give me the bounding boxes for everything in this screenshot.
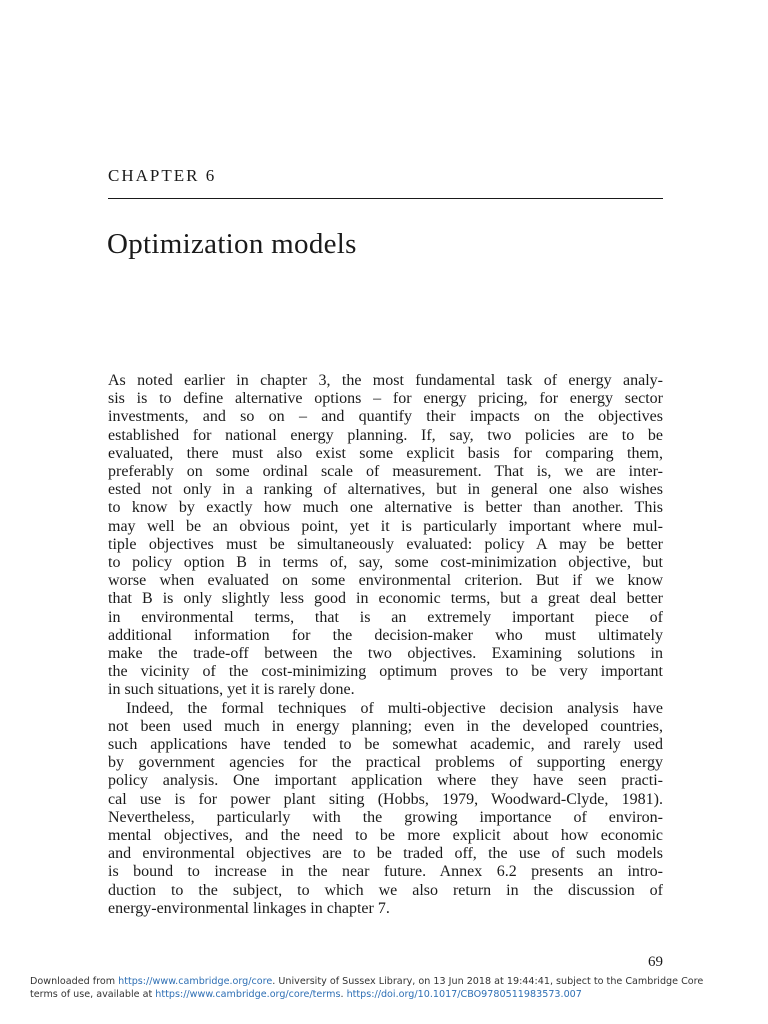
body-line: policy analysis. One important application where they have seen practi- (108, 772, 663, 790)
body-line: cal use is for power plant siting (Hobbs, 1979, Woodward-Clyde, 1981). (108, 790, 663, 808)
footer-link-terms[interactable]: https://www.cambridge.org/core/terms (155, 989, 341, 1000)
body-line: to know by exactly how much one alternative is better than another. This (108, 499, 663, 517)
footer-link-doi[interactable]: https://doi.org/10.1017/CBO9780511983573.007 (346, 989, 582, 1000)
body-line: ested not only in a ranking of alternatives, but in general one also wishes (108, 481, 663, 499)
body-line: mental objectives, and the need to be more explicit about how economic (108, 827, 663, 845)
body-line: in environmental terms, that is an extremely important piece of (108, 608, 663, 626)
body-line: evaluated, there must also exist some explicit basis for comparing them, (108, 444, 663, 462)
page-number: 69 (648, 954, 663, 970)
body-line: is bound to increase in the near future. Annex 6.2 presents an intro- (108, 863, 663, 881)
footer-line-1 (30, 975, 750, 988)
footer-line-2 (30, 988, 750, 1001)
footer-text: . University of Sussex Library, on 13 Jun 2018 at 19:44:41, subject to the Cambridge Core (272, 976, 704, 987)
body-line: by government agencies for the practical problems of supporting energy (108, 754, 663, 772)
body-line: in such situations, yet it is rarely done. (108, 681, 355, 699)
body-line: sis is to define alternative options – for energy pricing, for energy sector (108, 390, 663, 408)
body-line: duction to the subject, to which we also return in the discussion of (108, 881, 663, 899)
body-line: tiple objectives must be simultaneously evaluated: policy A may be better (108, 535, 663, 553)
footer-text: terms of use, available at (30, 989, 156, 1000)
footer-text: . (340, 989, 347, 1000)
body-line: that B is only slightly less good in economic terms, but a great deal better (108, 590, 663, 608)
body-line: may well be an obvious point, yet it is particularly important where mul- (108, 517, 663, 535)
body-line: established for national energy planning. If, say, two policies are to be (108, 426, 663, 444)
download-footer (30, 975, 750, 1001)
body-line: energy-environmental linkages in chapter 7. (108, 899, 390, 917)
body-text (108, 372, 663, 918)
body-line: As noted earlier in chapter 3, the most fundamental task of energy analy- (108, 372, 663, 389)
chapter-title: Optimization models (107, 228, 357, 260)
body-line: worse when evaluated on some environmental criterion. But if we know (108, 572, 663, 590)
footer-link-core[interactable]: https://www.cambridge.org/core (118, 976, 273, 987)
body-line: such applications have tended to be somewhat academic, and rarely used (108, 736, 663, 754)
body-line: make the trade-off between the two objectives. Examining solutions in (108, 645, 663, 663)
body-line: Indeed, the formal techniques of multi-objective decision analysis have (126, 699, 663, 717)
body-line: not been used much in energy planning; even in the developed countries, (108, 717, 663, 735)
body-line: Nevertheless, particularly with the growing importance of environ- (108, 808, 663, 826)
body-line: investments, and so on – and quantify their impacts on the objectives (108, 408, 663, 426)
body-line: preferably on some ordinal scale of measurement. That is, we are inter- (108, 463, 663, 481)
footer-text: Downloaded from (30, 976, 119, 987)
body-line: to policy option B in terms of, say, some cost-minimization objective, but (108, 554, 663, 572)
chapter-divider (108, 198, 663, 199)
body-line: additional information for the decision-maker who must ultimately (108, 626, 663, 644)
chapter-label: CHAPTER 6 (108, 166, 217, 185)
body-line: the vicinity of the cost-minimizing optimum proves to be very important (108, 663, 663, 681)
body-line: and environmental objectives are to be traded off, the use of such models (108, 845, 663, 863)
